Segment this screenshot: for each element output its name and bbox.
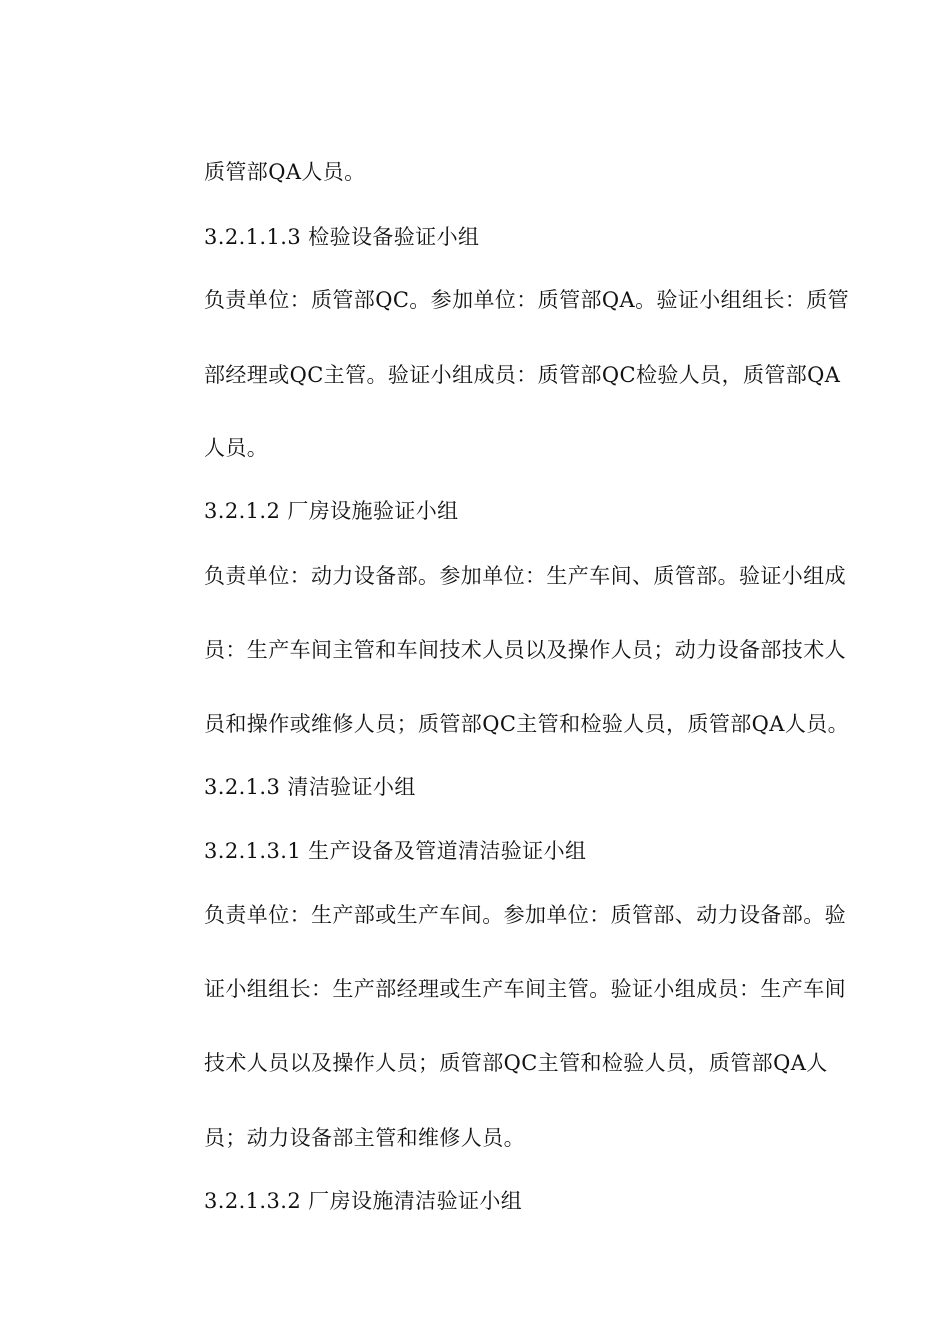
text-line: 质管部QA人员。 [204,160,366,184]
text-line: 员：生产车间主管和车间技术人员以及操作人员；动力设备部技术人 [204,638,846,662]
section-heading: 3.2.1.3.1 生产设备及管道清洁验证小组 [204,839,587,863]
text-line: 人员。 [204,436,269,460]
text-line: 员；动力设备部主管和维修人员。 [204,1126,525,1150]
text-line: 技术人员以及操作人员；质管部QC主管和检验人员，质管部QA人 [204,1051,828,1075]
text-line: 证小组组长：生产部经理或生产车间主管。验证小组成员：生产车间 [204,977,846,1001]
section-heading: 3.2.1.3 清洁验证小组 [204,775,416,799]
text-line: 负责单位：质管部QC。参加单位：质管部QA。验证小组组长：质管 [204,288,850,312]
text-line: 负责单位：动力设备部。参加单位：生产车间、质管部。验证小组成 [204,564,846,588]
text-line: 部经理或QC主管。验证小组成员：质管部QC检验人员，质管部QA [204,363,841,387]
section-heading: 3.2.1.1.3 检验设备验证小组 [204,225,480,249]
section-heading: 3.2.1.2 厂房设施验证小组 [204,499,459,523]
section-heading: 3.2.1.3.2 厂房设施清洁验证小组 [204,1189,523,1213]
text-line: 员和操作或维修人员；质管部QC主管和检验人员，质管部QA人员。 [204,712,850,736]
text-line: 负责单位：生产部或生产车间。参加单位：质管部、动力设备部。验 [204,903,846,927]
